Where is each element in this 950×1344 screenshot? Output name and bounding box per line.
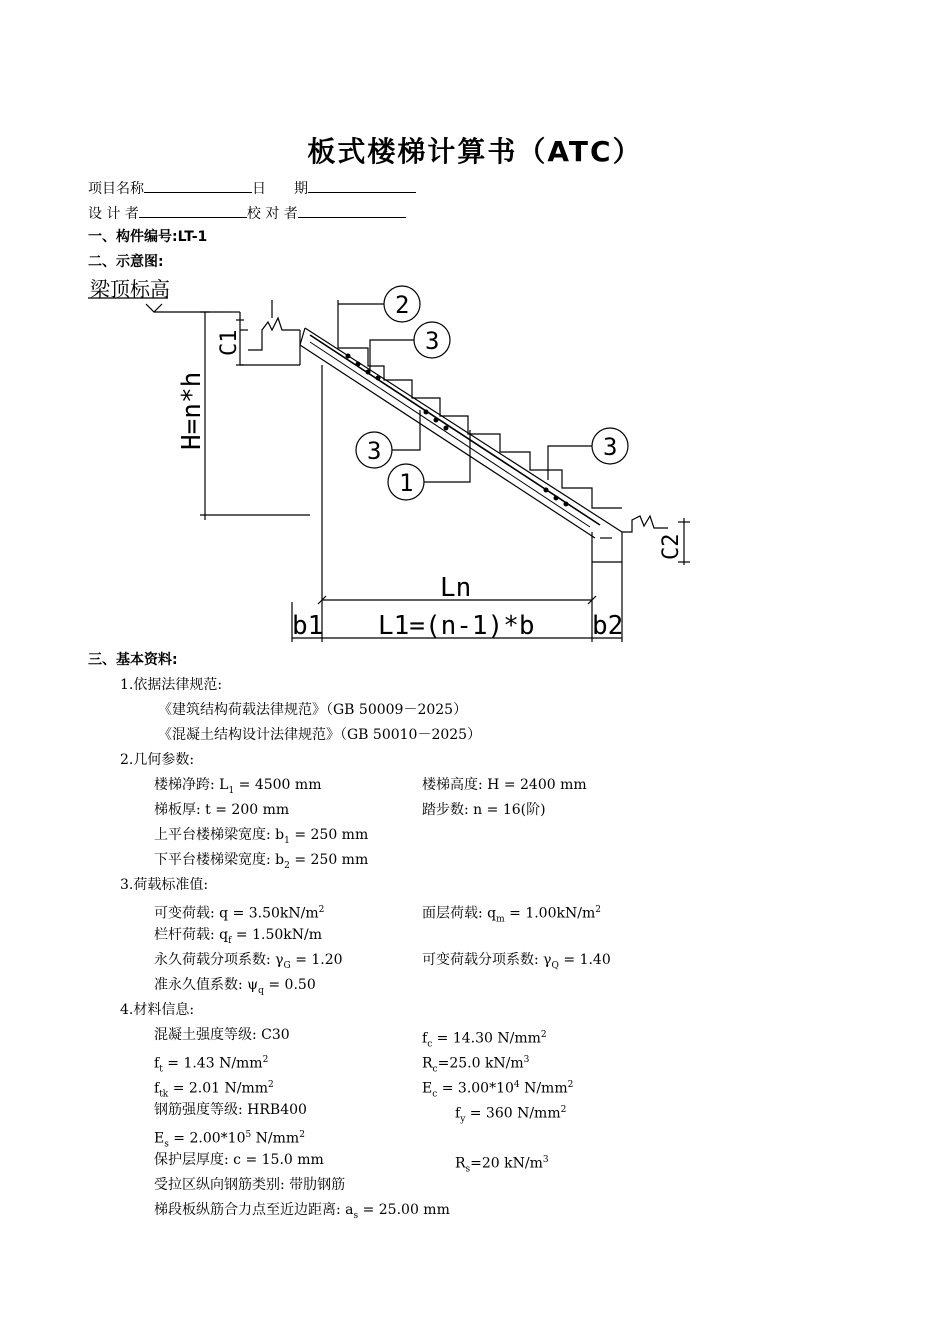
b2-label: b2	[592, 611, 624, 641]
geo-thickness: 梯板厚: t = 200 mm	[154, 802, 290, 818]
callout-2: 2	[395, 291, 410, 319]
mat-rebar-type: 受拉区纵向钢筋类别: 带肋钢筋	[154, 1177, 346, 1193]
mat-steel: 钢筋强度等级: HRB400	[154, 1102, 307, 1118]
mat-ec: $E_c = 3.00*10^4$ $N/mm^2$	[422, 1080, 574, 1100]
callout-3-left: 3	[367, 437, 382, 465]
stair-diagram	[0, 270, 950, 650]
callout-1: 1	[399, 469, 414, 497]
mat-fc: $f_c = 14.30$ $N/mm^2$	[422, 1030, 547, 1050]
section-diagram: 二、示意图:	[88, 254, 164, 270]
load-psi: 准永久值系数: $\psi_q = 0.50$	[154, 977, 316, 996]
checker-blank	[298, 203, 406, 218]
load-gamma-g: 永久荷载分项系数: $\gamma_G = 1.20$	[154, 952, 343, 971]
c2-label: C2	[659, 533, 684, 560]
designer-label: 设 计 者	[88, 206, 139, 222]
date-label: 日 期	[252, 181, 308, 197]
law-title: 1.依据法律规范:	[120, 677, 223, 693]
load-q: 可变荷载: $q = 3.50kN/m^2$	[154, 905, 325, 922]
law-load-code: 《建筑结构荷载法律规范》（GB 50009－2025）	[158, 702, 468, 718]
mat-rc: $R_c=25.0$ $kN/m^3$	[422, 1055, 530, 1075]
project-name-label: 项目名称	[88, 181, 144, 197]
l1-label: L1=(n-1)*b	[378, 611, 535, 641]
geo-span: 楼梯净跨: $L_1 = 4500$ mm	[154, 777, 322, 796]
load-gamma-q: 可变荷载分项系数: $\gamma_Q = 1.40$	[422, 952, 611, 971]
checker-label: 校 对 者	[246, 206, 298, 222]
mat-ft: $f_t = 1.43$ $N/mm^2$	[154, 1055, 269, 1075]
mat-as: 梯段板纵筋合力点至近边距离: $a_s = 25.00$ mm	[154, 1202, 450, 1221]
beam-top-label: 梁顶标高	[90, 277, 170, 301]
ln-label: Ln	[440, 573, 472, 603]
mat-title: 4.材料信息:	[120, 1002, 195, 1018]
load-title: 3.荷载标准值:	[120, 877, 209, 893]
callout-3-right: 3	[603, 433, 618, 461]
mat-es: $E_s = 2.00*10^5$ $N/mm^2$	[154, 1130, 305, 1150]
project-name-blank	[144, 178, 252, 193]
date-blank	[308, 178, 416, 193]
geo-title: 2.几何参数:	[120, 752, 195, 768]
page-title: 板式楼梯计算书（ATC）	[307, 135, 643, 168]
mat-cover: 保护层厚度: c = 15.0 mm	[154, 1152, 324, 1168]
h-label: H=n*h	[177, 371, 207, 450]
geo-b2: 下平台楼梯梁宽度: $b_2 = 250$ mm	[154, 852, 369, 871]
designer-blank	[139, 203, 247, 218]
load-qf: 栏杆荷载: $q_f = 1.50kN/m$	[154, 927, 323, 946]
project-name-row	[88, 178, 416, 198]
mat-fy: $f_y = 360$ $N/mm^2$	[455, 1105, 567, 1125]
c1-label: C1	[217, 329, 242, 356]
designer-row	[88, 203, 406, 223]
section-basic-data: 三、基本资料:	[88, 652, 178, 668]
b1-label: b1	[292, 611, 324, 641]
mat-concrete: 混凝土强度等级: C30	[154, 1027, 290, 1043]
geo-steps: 踏步数: n = 16(阶)	[422, 802, 546, 818]
geo-height: 楼梯高度: H = 2400 mm	[422, 777, 587, 793]
mat-ftk: $f_{tk} = 2.01$ $N/mm^2$	[154, 1080, 274, 1100]
mat-rs: $R_s=20$ $kN/m^3$	[455, 1155, 549, 1175]
geo-b1: 上平台楼梯梁宽度: $b_1 = 250$ mm	[154, 827, 369, 846]
load-qm: 面层荷载: $q_m = 1.00kN/m^2$	[422, 905, 601, 925]
law-concrete-code: 《混凝土结构设计法律规范》（GB 50010－2025）	[158, 727, 482, 743]
section-component-id: 一、构件编号:LT-1	[88, 229, 208, 245]
callout-3-top: 3	[425, 327, 440, 355]
